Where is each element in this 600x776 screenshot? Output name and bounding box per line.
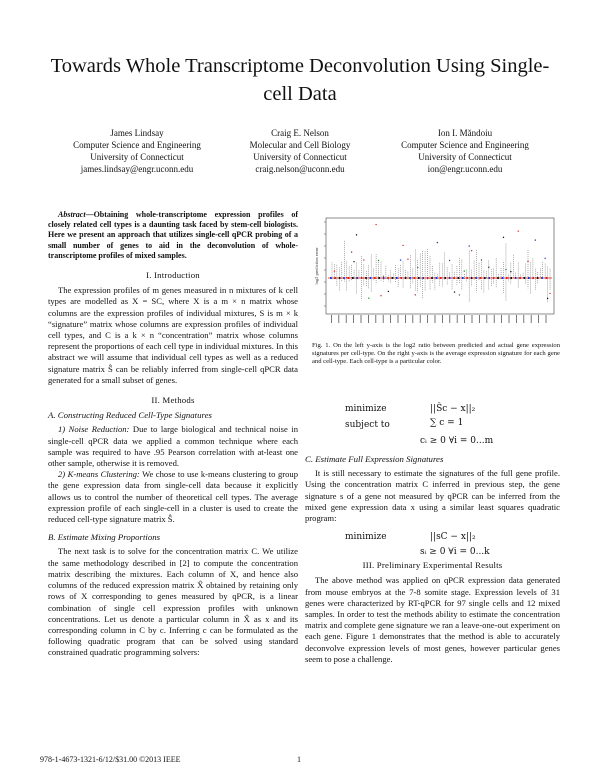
plot-xtick-label [449, 315, 450, 323]
eq1-objective: ||Ŝc − x||₂ [430, 404, 476, 414]
plot-point [535, 239, 536, 240]
plot-baseline-marker [484, 277, 486, 279]
plot-baseline-marker [427, 277, 429, 279]
noise-reduction-paragraph [48, 424, 298, 469]
plot-baseline-marker [396, 277, 398, 279]
plot-xtick-label [427, 315, 428, 323]
plot-baseline-marker [497, 277, 499, 279]
noise-reduction-label: 1) Noise Reduction: [58, 424, 130, 435]
author-univ: University of Connecticut [418, 152, 512, 162]
plot-point [518, 230, 519, 231]
plot-baseline-marker [519, 277, 521, 279]
author-block-1 [52, 127, 222, 175]
plot-baseline-marker [458, 277, 460, 279]
plot-point [464, 270, 465, 271]
plot-xtick-label [546, 315, 547, 323]
eq1-nonneg-constraint: cᵢ ≥ 0 ∀i = 0...m [420, 436, 494, 446]
plot-xtick-label [479, 315, 480, 323]
plot-point [503, 237, 504, 238]
author-univ: University of Connecticut [90, 152, 184, 162]
eq2-minimize: minimize [345, 532, 387, 543]
plot-point [388, 291, 389, 292]
plot-point [353, 261, 354, 262]
equation-1 [305, 400, 560, 452]
plot-point [363, 259, 364, 260]
plot-xtick-label [494, 315, 495, 323]
plot-xtick-label [531, 315, 532, 323]
plot-point [407, 258, 408, 259]
plot-point [380, 295, 381, 296]
plot-baseline-marker [370, 277, 372, 279]
plot-xtick-label [486, 315, 487, 323]
results-heading: III. Preliminary Experimental Results [362, 560, 503, 571]
plot-baseline-marker [471, 277, 473, 279]
figure-1 [312, 214, 560, 332]
subsection-a-heading: A. Constructing Reduced Cell-Type Signatures [48, 410, 212, 421]
plot-xtick-label [538, 315, 539, 323]
left-column [48, 210, 298, 659]
footer-copyright: 978-1-4673-1321-6/12/$31.00 ©2013 IEEE [40, 755, 181, 764]
author-email: craig.nelson@uconn.edu [255, 164, 345, 174]
author-email: james.lindsay@engr.uconn.edu [80, 164, 194, 174]
equation-2 [305, 526, 560, 558]
plot-baseline-marker [462, 277, 464, 279]
plot-xtick-label [435, 315, 436, 323]
results-paragraph: The above method was applied on qPCR expression data generated from mouse embryos at the 7-8 somite stage. Expression levels of 31 genes were characterized by RT-qPCR for 97 single cells and 12 mixed samples. In order to test the methods ability to estimate the concentration matrix and complete gene signature we ran a leave-one-out experiment on each gene. Figure 1 demonstrates that the method is able to accurately deconvolve expression levels of most genes, however particular genes seem to pose a challenge. [305, 575, 560, 664]
plot-point [454, 291, 455, 292]
plot-point [356, 234, 357, 235]
plot-baseline-marker [510, 277, 512, 279]
plot-baseline-marker [356, 277, 358, 279]
author-dept: Computer Science and Engineering [401, 140, 529, 150]
plot-baseline-marker [418, 277, 420, 279]
kmeans-label: 2) K-means Clustering: [58, 469, 140, 480]
plot-baseline-marker [400, 277, 402, 279]
plot-xtick-label [375, 315, 376, 323]
plot-xtick-label [501, 315, 502, 323]
intro-heading: I. Introduction [146, 270, 200, 281]
subsection-c-heading: C. Estimate Full Expression Signatures [305, 454, 444, 464]
plot-baseline-marker [453, 277, 455, 279]
plot-baseline-marker [480, 277, 482, 279]
author-dept: Computer Science and Engineering [73, 140, 201, 150]
plot-baseline-marker [330, 277, 332, 279]
author-block-3 [380, 127, 550, 175]
eq2-constraint: sᵢ ≥ 0 ∀i = 0...k [420, 547, 490, 558]
plot-xtick-label [464, 315, 465, 323]
abstract-text: —Obtaining whole-transcriptome expression profiles of closely related cell types is a daunting task faced by stem-cell biologists. Here we present an approach that utilizes single-cell qPCR probing of a small number of genes to aid in the deconvolution of whole-transcriptome profiles of mixed samples. [48, 210, 298, 260]
plot-baseline-marker [409, 277, 411, 279]
plot-baseline-marker [528, 277, 530, 279]
intro-paragraph: The expression profiles of m genes measured in n mixtures of k cell types are modelled as X = SC, where X is a m × n matrix whose columns are the expression profiles of individual mixtures, S is m × k “signature” matrix whose columns are expression profiles of individual cell types, and C is a k × n “concentration” matrix whose columns represent the proportions of each cell type in individual mixtures. In this abstract we will assume that individual cell types as well as a reduced signature matrix Ŝ can be reliably inferred from single-cell qPCR data generated for a small subset of genes. [48, 285, 298, 385]
plot-baseline-marker [524, 277, 526, 279]
plot-xtick-label [457, 315, 458, 323]
plot-baseline-marker [515, 277, 517, 279]
kmeans-paragraph [48, 469, 298, 525]
plot-point [368, 297, 369, 298]
full-signature-paragraph: It is still necessary to estimate the signatures of the full gene profile. Using the concentration matrix C inferred in previous step, the gene signature s of a gene not measured by qPCR can be inferred from the mixed gene expression data x using a similar least squares quadratic program: [305, 468, 560, 524]
paper-title: Towards Whole Transcriptome Deconvolution Using Single-cell Data [50, 55, 550, 105]
author-name: Ion I. Măndoiu [437, 128, 493, 138]
plot-xtick-label [368, 315, 369, 323]
plot-xtick-label [390, 315, 391, 323]
abstract [48, 210, 298, 261]
plot-xtick-label [331, 315, 332, 323]
plot-baseline-marker [502, 277, 504, 279]
plot-baseline-marker [493, 277, 495, 279]
plot-baseline-marker [343, 277, 345, 279]
figure-ylabel: log2 prediction error [314, 247, 319, 285]
plot-baseline-marker [352, 277, 354, 279]
plot-point [527, 260, 528, 261]
methods-heading: II. Methods [151, 395, 195, 406]
eq1-sum-constraint: ∑ c = 1 [430, 418, 464, 428]
plot-baseline-marker [537, 277, 539, 279]
plot-point [400, 259, 401, 260]
figure-caption: Fig. 1. On the left y-axis is the log2 ratio between predicted and actual gene expression signatures per cell-type. On the right y-axis is the average expression signature for each gene and cell-type. Each cell-type is a particular color. [312, 342, 560, 366]
plot-baseline-marker [546, 277, 548, 279]
plot-point [334, 270, 335, 271]
plot-point [549, 293, 550, 294]
abstract-label: Abstract [58, 210, 86, 219]
eq1-minimize: minimize [345, 404, 387, 414]
author-block-2 [215, 127, 385, 175]
author-univ: University of Connecticut [253, 152, 347, 162]
plot-baseline-marker [506, 277, 508, 279]
author-dept: Molecular and Cell Biology [249, 140, 351, 150]
plot-point [510, 271, 511, 272]
plot-xtick-label [509, 315, 510, 323]
noise-reduction-text: Due to large biological and technical noise in single-cell qPCR data we applied a common technique where each sample was required to have .95 Pearson correlation with at-least one other sample, otherwise it is removed. [48, 424, 298, 469]
plot-point [547, 298, 548, 299]
plot-point [505, 269, 506, 270]
plot-xtick-label [338, 315, 339, 323]
plot-point [471, 250, 472, 251]
plot-baseline-marker [348, 277, 350, 279]
plot-point [437, 242, 438, 243]
plot-point [346, 277, 347, 278]
plot-baseline-marker [532, 277, 534, 279]
plot-baseline-marker [392, 277, 394, 279]
plot-baseline-marker [488, 277, 490, 279]
plot-point [481, 259, 482, 260]
plot-baseline-marker [374, 277, 376, 279]
author-name: Craig E. Nelson [271, 128, 329, 138]
plot-frame [326, 218, 554, 314]
plot-point [459, 294, 460, 295]
plot-xtick-label [472, 315, 473, 323]
plot-baseline-marker [541, 277, 543, 279]
eq2-objective: ||sC − x||₂ [430, 532, 476, 543]
plot-baseline-marker [440, 277, 442, 279]
plot-point [544, 258, 545, 259]
author-name: James Lindsay [110, 128, 164, 138]
plot-baseline-marker [361, 277, 363, 279]
plot-xtick-label [412, 315, 413, 323]
plot-xtick-label [516, 315, 517, 323]
plot-point [417, 267, 418, 268]
plot-baseline-marker [339, 277, 341, 279]
plot-baseline-marker [449, 277, 451, 279]
plot-baseline-marker [436, 277, 438, 279]
plot-baseline-marker [466, 277, 468, 279]
plot-point [488, 267, 489, 268]
subsection-b-heading: B. Estimate Mixing Proportions [48, 532, 161, 543]
plot-point [351, 251, 352, 252]
plot-xtick-label [420, 315, 421, 323]
plot-baseline-marker [387, 277, 389, 279]
plot-baseline-marker [405, 277, 407, 279]
plot-baseline-marker [334, 277, 336, 279]
plot-point [402, 245, 403, 246]
plot-baseline-marker [383, 277, 385, 279]
figure-plot [312, 214, 560, 332]
plot-baseline-marker [431, 277, 433, 279]
eq1-subject: subject to [345, 420, 390, 430]
plot-point [378, 260, 379, 261]
plot-xtick-label [383, 315, 384, 323]
plot-xtick-label [346, 315, 347, 323]
plot-baseline-marker [475, 277, 477, 279]
author-email: ion@engr.uconn.edu [427, 164, 503, 174]
plot-baseline-marker [378, 277, 380, 279]
plot-point [449, 260, 450, 261]
plot-xtick-label [361, 315, 362, 323]
plot-xtick-label [523, 315, 524, 323]
plot-point [469, 245, 470, 246]
plot-baseline-marker [444, 277, 446, 279]
mixing-paragraph: The next task is to solve for the concentration matrix C. We utilize the same methodology described in [2] to compute the concentration matrix describing the mixtures. Each column of X, and hence also columns of the reduced expression matrix X̂ obtained by retaining only rows of X corresponding to genes measured by qPCR, is a linear combination of single cell expression profiles with unknown concentrations. Let us denote a particular column in X̂ as x and its corresponding column in C by c. Inferring c can be formulated as the following quadratic program that can be solved using standard constrained quadratic programming solvers: [48, 546, 298, 658]
plot-baseline-marker [365, 277, 367, 279]
right-column [305, 400, 560, 665]
plot-point [375, 224, 376, 225]
plot-xtick-label [405, 315, 406, 323]
kmeans-text: We chose to use k-means clustering to group the gene expression data from single-cell data because it explicitly allows us to control the number of theoretical cell types. The average expression profile of each single-cell in a cluster is used to create the reduced cell-type signature matrix Ŝ. [48, 469, 298, 525]
plot-baseline-marker [414, 277, 416, 279]
page-number: 1 [297, 755, 301, 764]
plot-point [415, 294, 416, 295]
plot-xtick-label [353, 315, 354, 323]
plot-baseline-marker [422, 277, 424, 279]
plot-xtick-label [442, 315, 443, 323]
plot-xtick-label [398, 315, 399, 323]
